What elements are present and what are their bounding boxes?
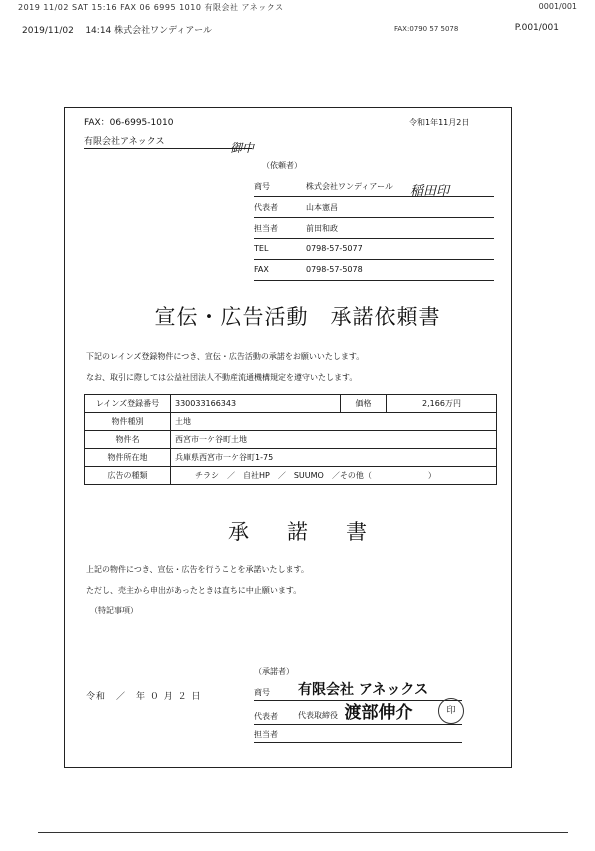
document-date: 令和1年11月2日 — [409, 118, 470, 127]
table-row — [85, 467, 497, 485]
table-row — [85, 431, 497, 449]
requester-row-fax — [254, 262, 494, 281]
requester-value: 0798-57-5078 — [306, 265, 363, 274]
fax-sent-date: 2019/11/02 — [22, 26, 74, 36]
location-label: 物件所在地 — [85, 449, 171, 467]
requester-label: FAX — [254, 265, 269, 274]
approver-company: 有限会社 アネックス — [298, 682, 429, 698]
requester-row-contact — [254, 220, 494, 239]
requester-label: 商号 — [254, 182, 270, 191]
approval-line-2: ただし、売主から申出があったときは直ちに中止願います。 — [86, 586, 302, 595]
approver-heading: （承諾者） — [254, 667, 294, 676]
recipient-fax: FAX：06-6995-1010 — [84, 118, 174, 128]
requester-row-representative — [254, 199, 494, 218]
reins-value: 330033166343 — [171, 395, 341, 413]
approver-rep-name: 渡部伸介 — [344, 703, 413, 723]
fax-sent-time-sender: 14:14 株式会社ワンディアール — [85, 26, 212, 36]
fax-header-top-line: 2019 11/02 SAT 15:16 FAX 06 6995 1010 有限会社 アネックス — [18, 3, 284, 12]
requester-stamp: 稲田印 — [410, 184, 450, 199]
seal-mark: 印 — [438, 698, 464, 724]
approver-rep — [298, 698, 413, 723]
media-label: 広告の種類 — [85, 467, 171, 485]
approver-label: 商号 — [254, 688, 270, 697]
requester-value: 前田和政 — [306, 224, 338, 233]
approver-row-representative — [254, 702, 462, 725]
approver-label: 担当者 — [254, 730, 278, 739]
approver-row-contact — [254, 726, 462, 743]
recipient-company: 有限会社アネックス — [84, 137, 165, 147]
fax-page-number: P.001/001 — [514, 23, 559, 33]
requester-value: 山本憲昌 — [306, 203, 338, 212]
table-row — [85, 449, 497, 467]
recipient-honorific: 御中 — [230, 141, 255, 155]
approval-date: 令和 ／ 年 ０ 月 ２ 日 — [86, 692, 202, 702]
type-label: 物件種別 — [85, 413, 171, 431]
approver-rep-title: 代表取締役 — [298, 711, 338, 720]
document-title: 宣伝・広告活動 承諾依頼書 — [154, 305, 441, 329]
requester-row-company — [254, 178, 494, 197]
footer-divider — [38, 832, 568, 833]
fax-header-top-page: 0001/001 — [538, 2, 577, 11]
reins-label: レインズ登録番号 — [85, 395, 171, 413]
approval-title: 承諾書 — [228, 520, 405, 544]
requester-value: 株式会社ワンディアール — [306, 182, 393, 191]
intro-line-1: 下記のレインズ登録物件につき、宣伝・広告活動の承諾をお願いいたします。 — [86, 352, 365, 361]
table-row — [85, 395, 497, 413]
type-value: 土地 — [171, 413, 497, 431]
fax-header-sent-info — [22, 23, 212, 36]
addressee-underline — [84, 148, 252, 149]
approval-line-1: 上記の物件につき、宣伝・広告を行うことを承諾いたします。 — [86, 565, 309, 574]
fax-sender-number: FAX:0790 57 5078 — [394, 25, 459, 33]
requester-row-tel — [254, 241, 494, 260]
requester-label: TEL — [254, 244, 269, 253]
intro-line-2: なお、取引に際しては公益社団法人不動産流通機構規定を遵守いたします。 — [86, 373, 358, 382]
name-value: 西宮市一ケ谷町土地 — [171, 431, 497, 449]
requester-label: 代表者 — [254, 203, 278, 212]
price-value: 2,166万円 — [387, 395, 497, 413]
requester-heading: （依頼者） — [262, 161, 302, 170]
name-label: 物件名 — [85, 431, 171, 449]
special-notes-label: （特記事項） — [90, 606, 138, 615]
table-row — [85, 413, 497, 431]
price-label: 価格 — [341, 395, 387, 413]
location-value: 兵庫県西宮市一ケ谷町1-75 — [171, 449, 497, 467]
media-value: チラシ ／ 自社HP ／ SUUMO ／その他（ ） — [171, 467, 497, 485]
approver-label: 代表者 — [254, 712, 278, 721]
requester-label: 担当者 — [254, 224, 278, 233]
property-table — [84, 394, 497, 485]
requester-value: 0798-57-5077 — [306, 244, 363, 253]
